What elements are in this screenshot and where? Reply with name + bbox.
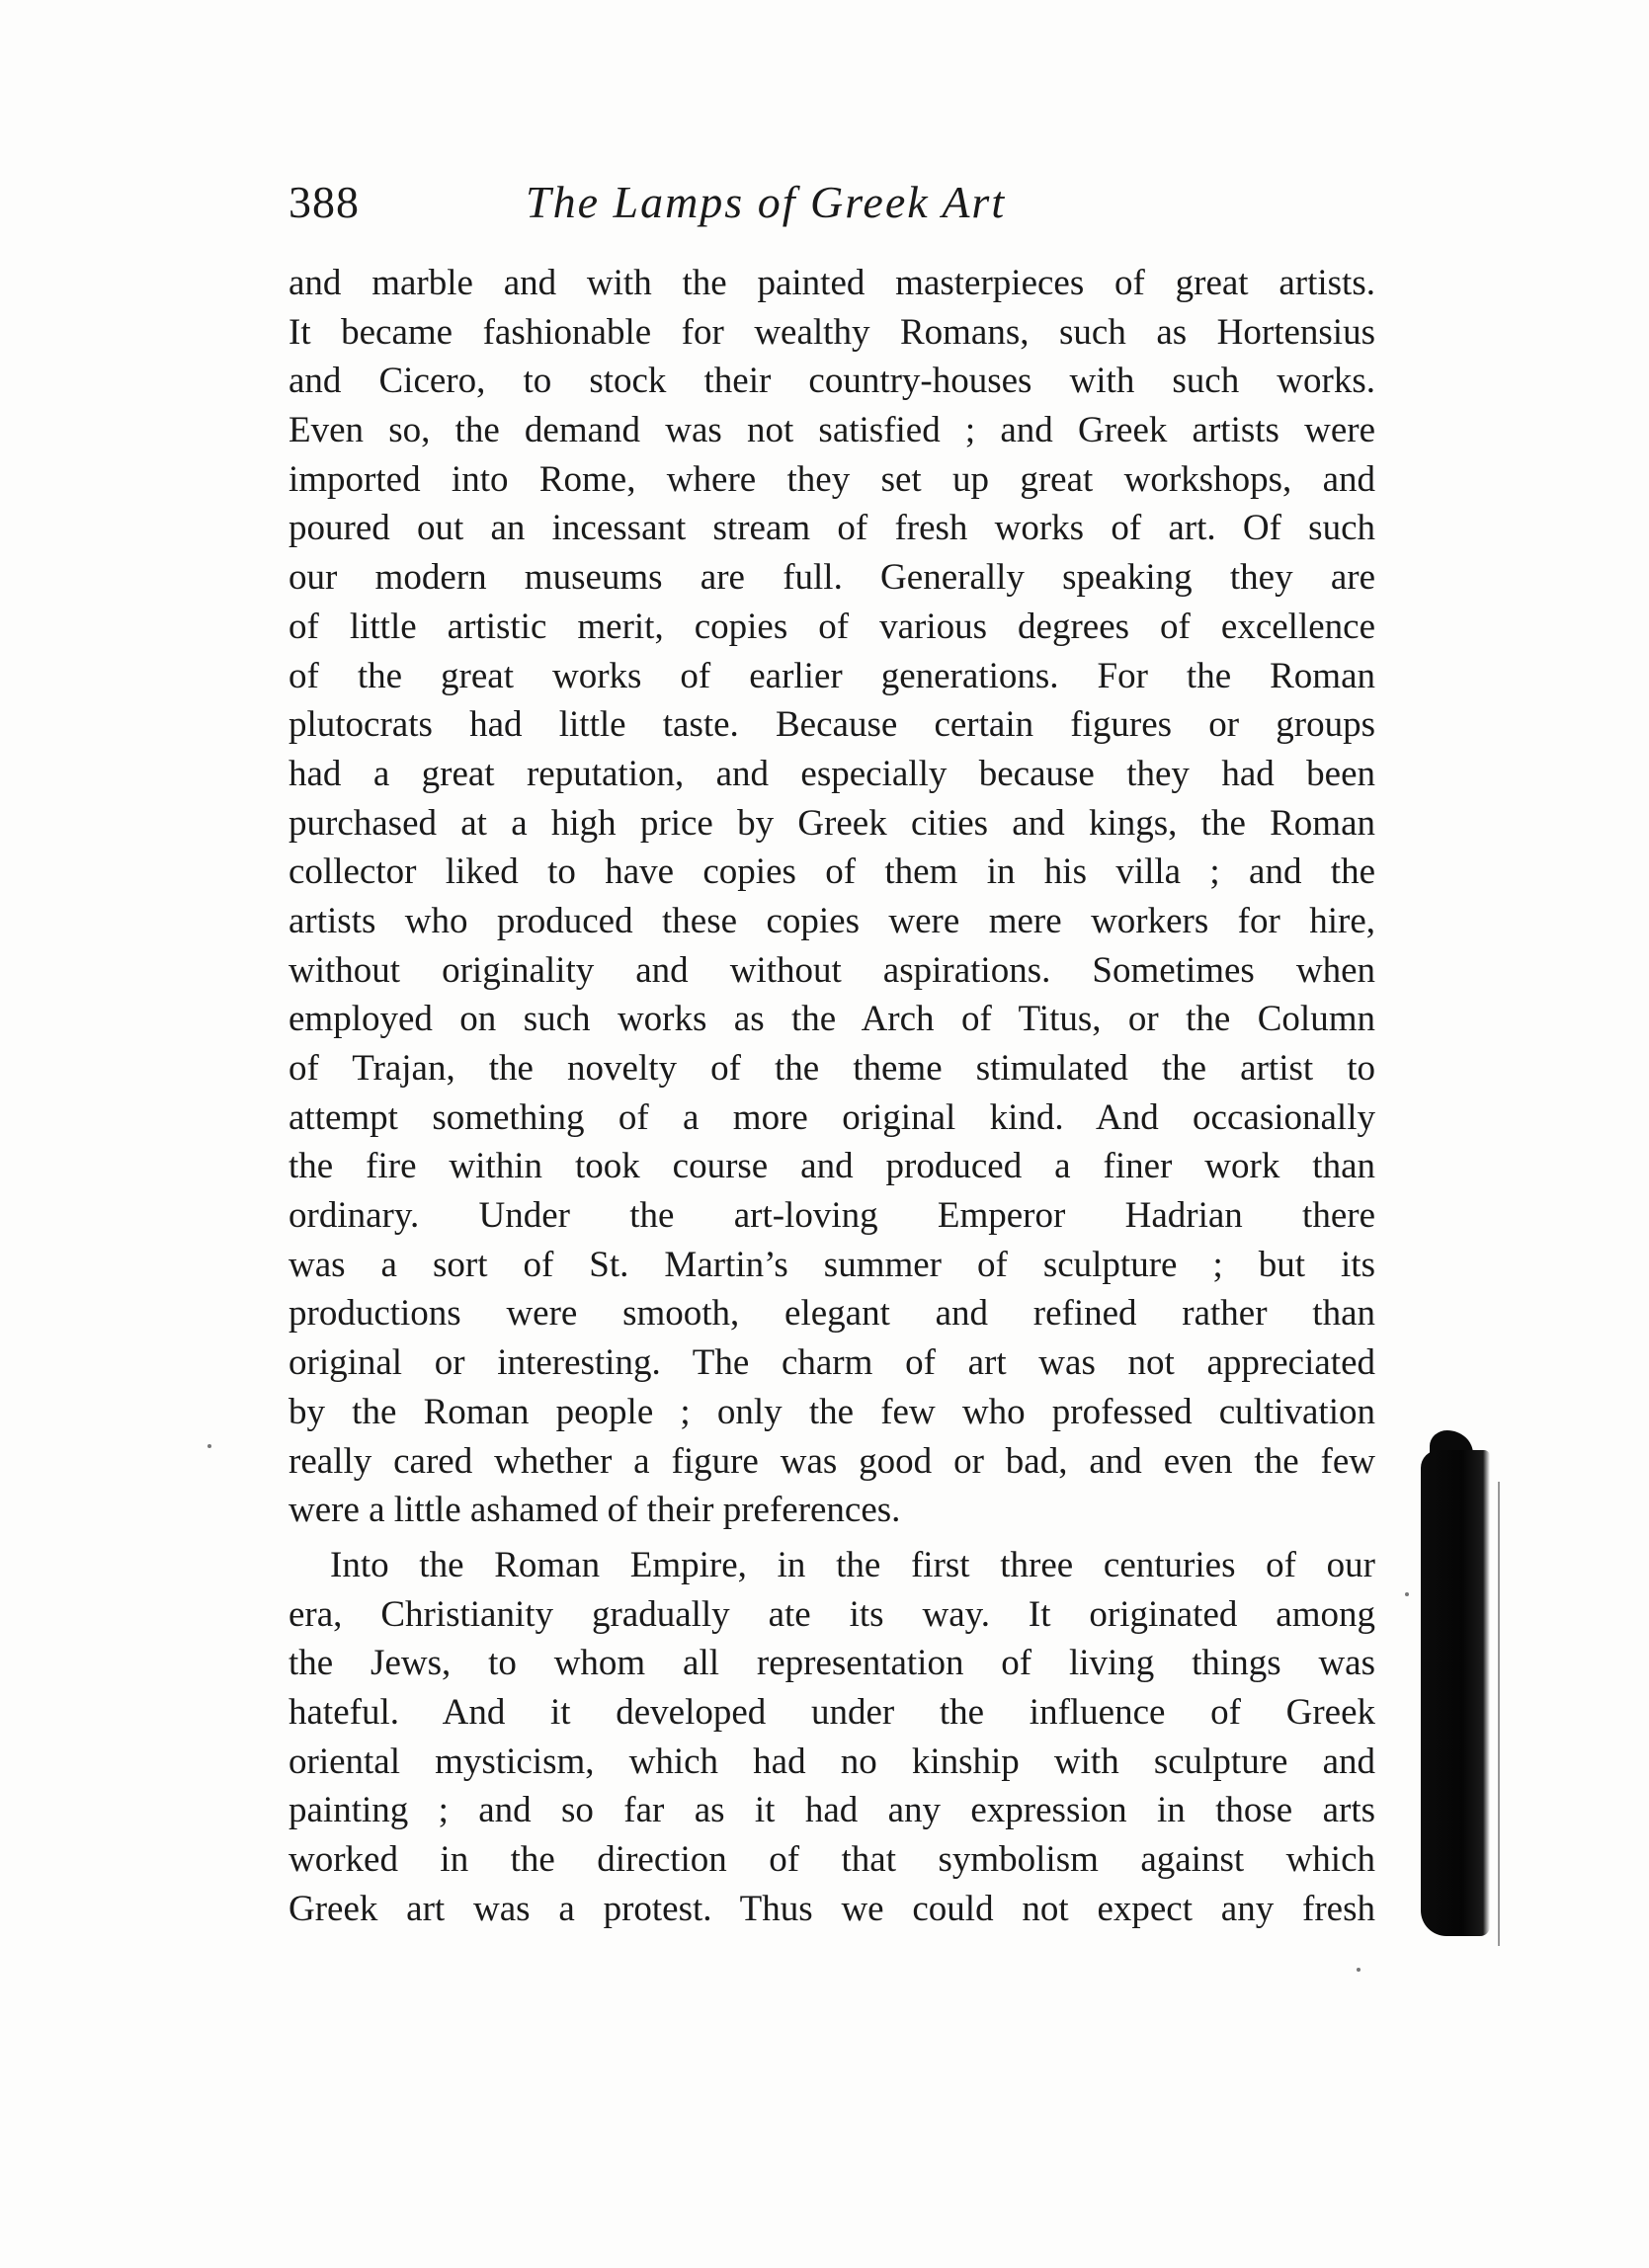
scan-shadow — [1421, 1450, 1490, 1936]
text-line: and marble and with the painted masterpieces of great artists. — [289, 263, 1375, 303]
text-line: purchased at a high price by Greek cities and kings, the Roman — [289, 802, 1375, 844]
text-line: were a little ashamed of their preferences. — [289, 1490, 901, 1531]
text-line: Even so, the demand was not satisfied ; and Greek artists were — [289, 410, 1375, 451]
paragraph — [289, 1541, 1375, 1934]
text-line: of the great works of earlier generations. For the Roman — [289, 655, 1375, 696]
text-line: attempt something of a more original kind. And occasionally — [289, 1096, 1375, 1138]
body-text — [289, 259, 1375, 1933]
text-line: productions were smooth, elegant and refined rather than — [289, 1293, 1375, 1335]
text-line: collector liked to have copies of them in his villa ; and the — [289, 851, 1375, 893]
text-line: by the Roman people ; only the few who professed cultivation — [289, 1391, 1375, 1432]
text-line: Into the Roman Empire, in the first three centuries of our — [330, 1544, 1375, 1585]
text-line: imported into Rome, where they set up great workshops, and — [289, 458, 1375, 500]
text-line: artists who produced these copies were mere workers for hire, — [289, 900, 1375, 941]
text-line: of Trajan, the novelty of the theme stimulated the artist to — [289, 1048, 1375, 1089]
text-line: of little artistic merit, copies of various degrees of excellence — [289, 606, 1375, 647]
page-edge-line — [1498, 1482, 1500, 1946]
text-line: poured out an incessant stream of fresh works of art. Of such — [289, 508, 1375, 549]
text-line: without originality and without aspirations. Sometimes when — [289, 949, 1375, 991]
text-line: the fire within took course and produced a finer work than — [289, 1146, 1375, 1187]
text-line: original or interesting. The charm of art was not appreciated — [289, 1342, 1375, 1384]
text-line: really cared whether a figure was good or bad, and even the few — [289, 1440, 1375, 1482]
running-head — [289, 168, 1375, 237]
text-line: employed on such works as the Arch of Titus, or the Column — [289, 999, 1375, 1040]
scan-speck — [1357, 1968, 1360, 1972]
text-line: plutocrats had little taste. Because certain figures or groups — [289, 704, 1375, 746]
text-line: had a great reputation, and especially because they had been — [289, 753, 1375, 794]
scan-speck — [1405, 1592, 1409, 1596]
text-line: It became fashionable for wealthy Romans, such as Hortensius — [289, 311, 1375, 353]
text-line: worked in the direction of that symbolism against which — [289, 1839, 1375, 1880]
scan-speck — [207, 1444, 211, 1448]
paragraph — [289, 259, 1375, 1535]
page-number: 388 — [289, 177, 360, 227]
text-line: Greek art was a protest. Thus we could not expect any fresh — [289, 1888, 1375, 1929]
text-line: ordinary. Under the art-loving Emperor Hadrian there — [289, 1195, 1375, 1237]
text-line: the Jews, to whom all representation of living things was — [289, 1643, 1375, 1684]
text-line: our modern museums are full. Generally speaking they are — [289, 557, 1375, 599]
text-line: was a sort of St. Martin’s summer of sculpture ; but its — [289, 1244, 1375, 1285]
text-line: hateful. And it developed under the influence of Greek — [289, 1691, 1375, 1733]
text-line: painting ; and so far as it had any expression in those arts — [289, 1790, 1375, 1831]
book-title: The Lamps of Greek Art — [526, 177, 1007, 227]
text-line: and Cicero, to stock their country-houses with such works. — [289, 361, 1375, 402]
text-line: era, Christianity gradually ate its way. It originated among — [289, 1593, 1375, 1635]
text-line: oriental mysticism, which had no kinship with sculpture and — [289, 1741, 1375, 1782]
